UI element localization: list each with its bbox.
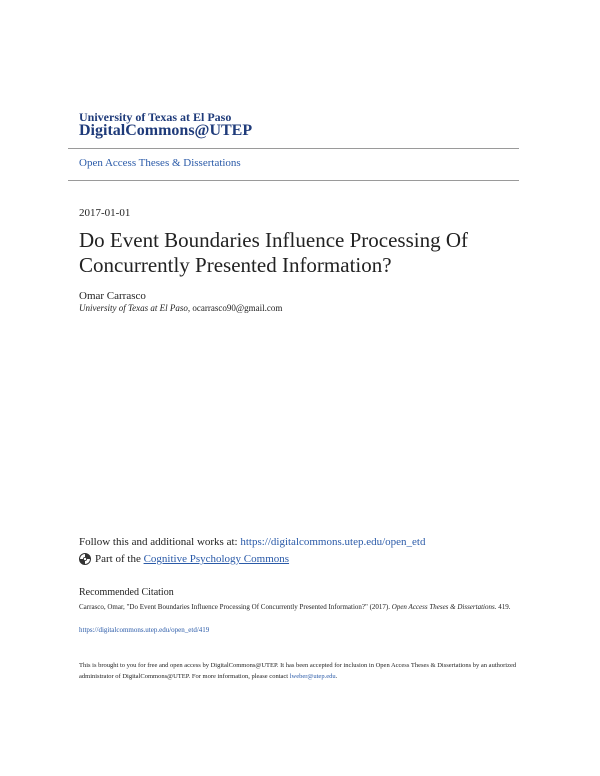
institution-name: University of Texas at El Paso bbox=[79, 110, 232, 124]
network-icon bbox=[79, 553, 91, 565]
citation-url bbox=[79, 626, 209, 634]
header-divider-top bbox=[68, 148, 519, 149]
notice-end: . bbox=[335, 673, 338, 680]
follow-line bbox=[79, 536, 425, 548]
citation-text bbox=[79, 602, 524, 612]
header-divider-bottom bbox=[68, 180, 519, 181]
document-title: Do Event Boundaries Influence Processing Of Concurrently Presented Information? bbox=[79, 228, 468, 277]
contact-email-link[interactable]: lweber@utep.edu bbox=[289, 673, 336, 680]
citation-series: Open Access Theses & Dissertations bbox=[391, 603, 495, 611]
affiliation-email: , ocarrasco90@gmail.com bbox=[187, 303, 283, 313]
citation-heading: Recommended Citation bbox=[79, 587, 174, 598]
citation-body: Carrasco, Omar, "Do Event Boundaries Influence Processing Of Concurrently Presented Information?" (2017). bbox=[79, 603, 392, 611]
follow-prefix: Follow this and additional works at: bbox=[79, 536, 241, 548]
affiliation-institution: University of Texas at El Paso bbox=[79, 303, 188, 313]
publication-date: 2017-01-01 bbox=[79, 207, 131, 219]
author-name: Omar Carrasco bbox=[79, 290, 146, 302]
notice-text: This is brought to you for free and open access by DigitalCommons@UTEP. It has been accepted for inclusion in Open Access Theses & Dissertations by an authorized administrator of DigitalCommons@UTEP. For more information, please contact bbox=[79, 662, 517, 680]
citation-url-link[interactable]: https://digitalcommons.utep.edu/open_etd/419 bbox=[79, 626, 210, 634]
part-of-prefix: Part of the bbox=[95, 553, 141, 565]
access-notice bbox=[79, 660, 524, 682]
part-of-line bbox=[79, 553, 289, 565]
repository-name[interactable]: DigitalCommons@UTEP bbox=[79, 122, 253, 139]
collection-link[interactable]: Open Access Theses & Dissertations bbox=[79, 157, 241, 169]
follow-link[interactable]: https://digitalcommons.utep.edu/open_etd bbox=[240, 536, 426, 548]
citation-number: . 419. bbox=[494, 603, 511, 611]
author-affiliation bbox=[79, 303, 282, 313]
cognitive-psychology-commons-link[interactable]: Cognitive Psychology Commons bbox=[143, 553, 290, 565]
